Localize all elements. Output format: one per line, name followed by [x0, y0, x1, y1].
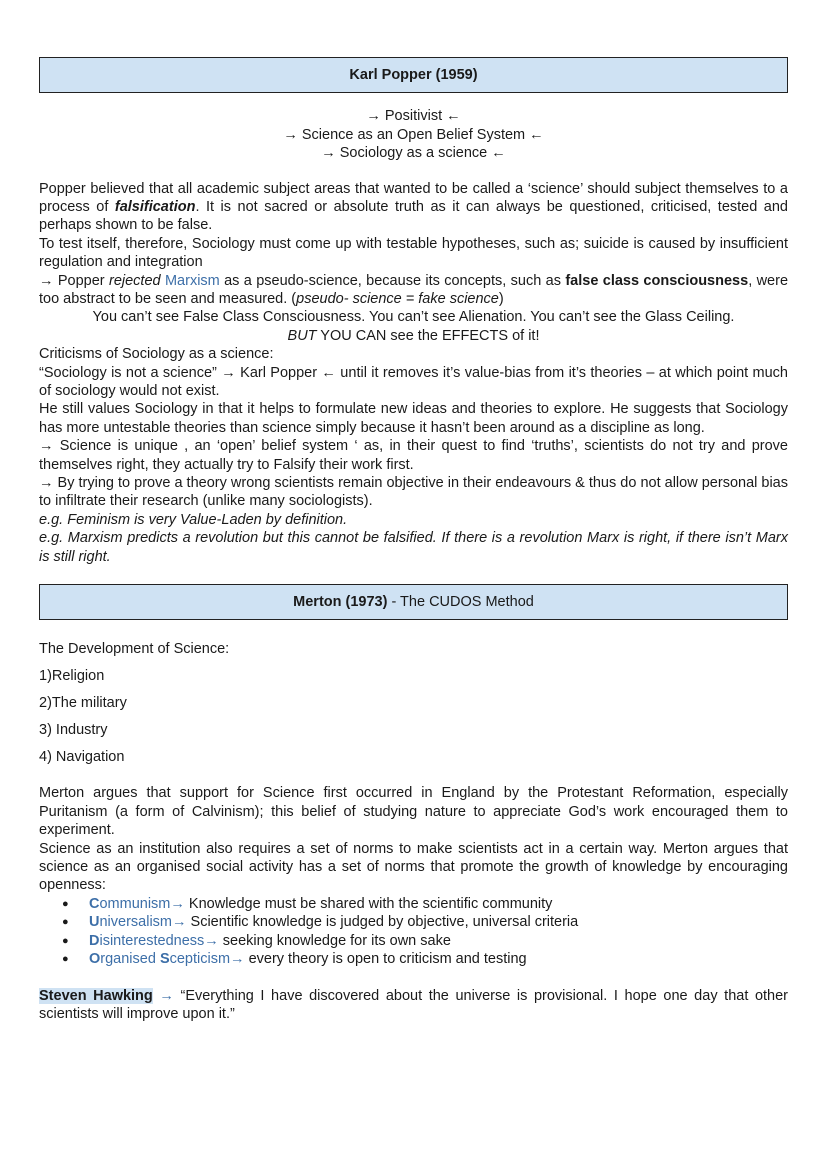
popper-title: Karl Popper (1959)	[349, 67, 478, 83]
example-line: e.g. Marxism predicts a revolution but this cannot be falsified. If there is a revolution Marx is right, if there isn’t Marx is still right.	[39, 530, 788, 565]
popper-paragraph: He still values Sociology in that it helps to formulate new ideas and theories to explore. He suggests that Sociology has more untestable theories than science simply because it hasn’t been around as a discipline as long.	[39, 401, 788, 436]
subtitle-line: → Positivist ←	[366, 108, 461, 124]
merton-paragraph: Science as an institution also requires a set of norms to make scientists act in a certain way. Merton argues that science as an organised social activity has a set of norms that promote the growth of knowledge by encouraging openness:	[39, 840, 788, 894]
marxism-link: Marxism	[164, 272, 220, 289]
hawking-name: Steven Hawking	[39, 987, 153, 1004]
centered-note: BUT YOU CAN see the EFFECTS of it!	[287, 327, 540, 344]
cudos-item: ● Universalism→ Scientific knowledge is judged by objective, universal criteria	[89, 913, 788, 931]
popper-paragraph: → Popper rejected Marxism as a pseudo-science, because its concepts, such as false class consciousness, were too abstract to be seen and measured. (pseudo- science = fake science)	[39, 272, 789, 307]
popper-paragraph: → By trying to prove a theory wrong scientists remain objective in their endeavours & thus do not allow personal bias to infiltrate their research (unlike many sociologists).	[39, 475, 788, 510]
development-item: 4) Navigation	[39, 749, 125, 766]
merton-subtitle: - The CUDOS Method	[387, 594, 534, 611]
popper-paragraph: → Science is unique , an ‘open’ belief system ‘ as, in their quest to find ‘truths’, scientists do not try and prove themselves right, they actually try to Falsify their work first.	[39, 438, 788, 473]
document-page	[39, 57, 788, 1023]
subtitle-line: → Science as an Open Belief System ←	[283, 126, 544, 143]
example-line: e.g. Feminism is very Value-Laden by definition.	[39, 511, 348, 528]
popper-body	[39, 180, 788, 567]
merton-body	[39, 640, 788, 1023]
merton-header	[39, 584, 788, 620]
merton-title: Merton (1973)	[293, 594, 388, 611]
popper-paragraph: Popper believed that all academic subject areas that wanted to be called a ‘science’ should subject themselves to a process of falsification. It is not sacred or absolute truth as it can always be questioned, criticised, tested and perhaps shown to be false.	[39, 180, 788, 234]
subtitle-line: → Sociology as a science ←	[321, 145, 506, 161]
popper-paragraph: “Sociology is not a science” → Karl Popper ← until it removes it’s value-bias from it’s theories – at which point much of sociology would not exist.	[39, 364, 788, 399]
development-item: 3) Industry	[39, 722, 108, 739]
popper-paragraph: Criticisms of Sociology as a science:	[39, 346, 274, 363]
popper-paragraph: To test itself, therefore, Sociology must come up with testable hypotheses, such as; suicide is caused by insufficient regulation and integration	[39, 235, 788, 271]
centered-note: You can’t see False Class Consciousness. You can’t see Alienation. You can’t see the Glass Ceiling.	[92, 309, 735, 326]
merton-paragraph: Merton argues that support for Science first occurred in England by the Protestant Reformation, especially Puritanism (a form of Calvinism); this belief of studying nature to appreciate God’s work encouraged them to experiment.	[39, 785, 788, 839]
popper-subtitles	[39, 107, 788, 163]
cudos-list	[39, 895, 788, 969]
development-item: 2)The military	[39, 695, 127, 712]
development-heading: The Development of Science:	[39, 641, 230, 658]
cudos-item: ● Disinterestedness→ seeking knowledge for its own sake	[89, 932, 788, 950]
cudos-item: ● Communism→ Knowledge must be shared with the scientific community	[89, 895, 788, 913]
hawking-quote: Steven Hawking → “Everything I have discovered about the universe is provisional. I hope one day that other scientists will improve upon it.”	[39, 987, 789, 1022]
development-item: 1)Religion	[39, 668, 105, 685]
popper-header	[39, 57, 788, 93]
cudos-item: ● Organised Scepticism→ every theory is open to criticism and testing	[89, 950, 788, 968]
